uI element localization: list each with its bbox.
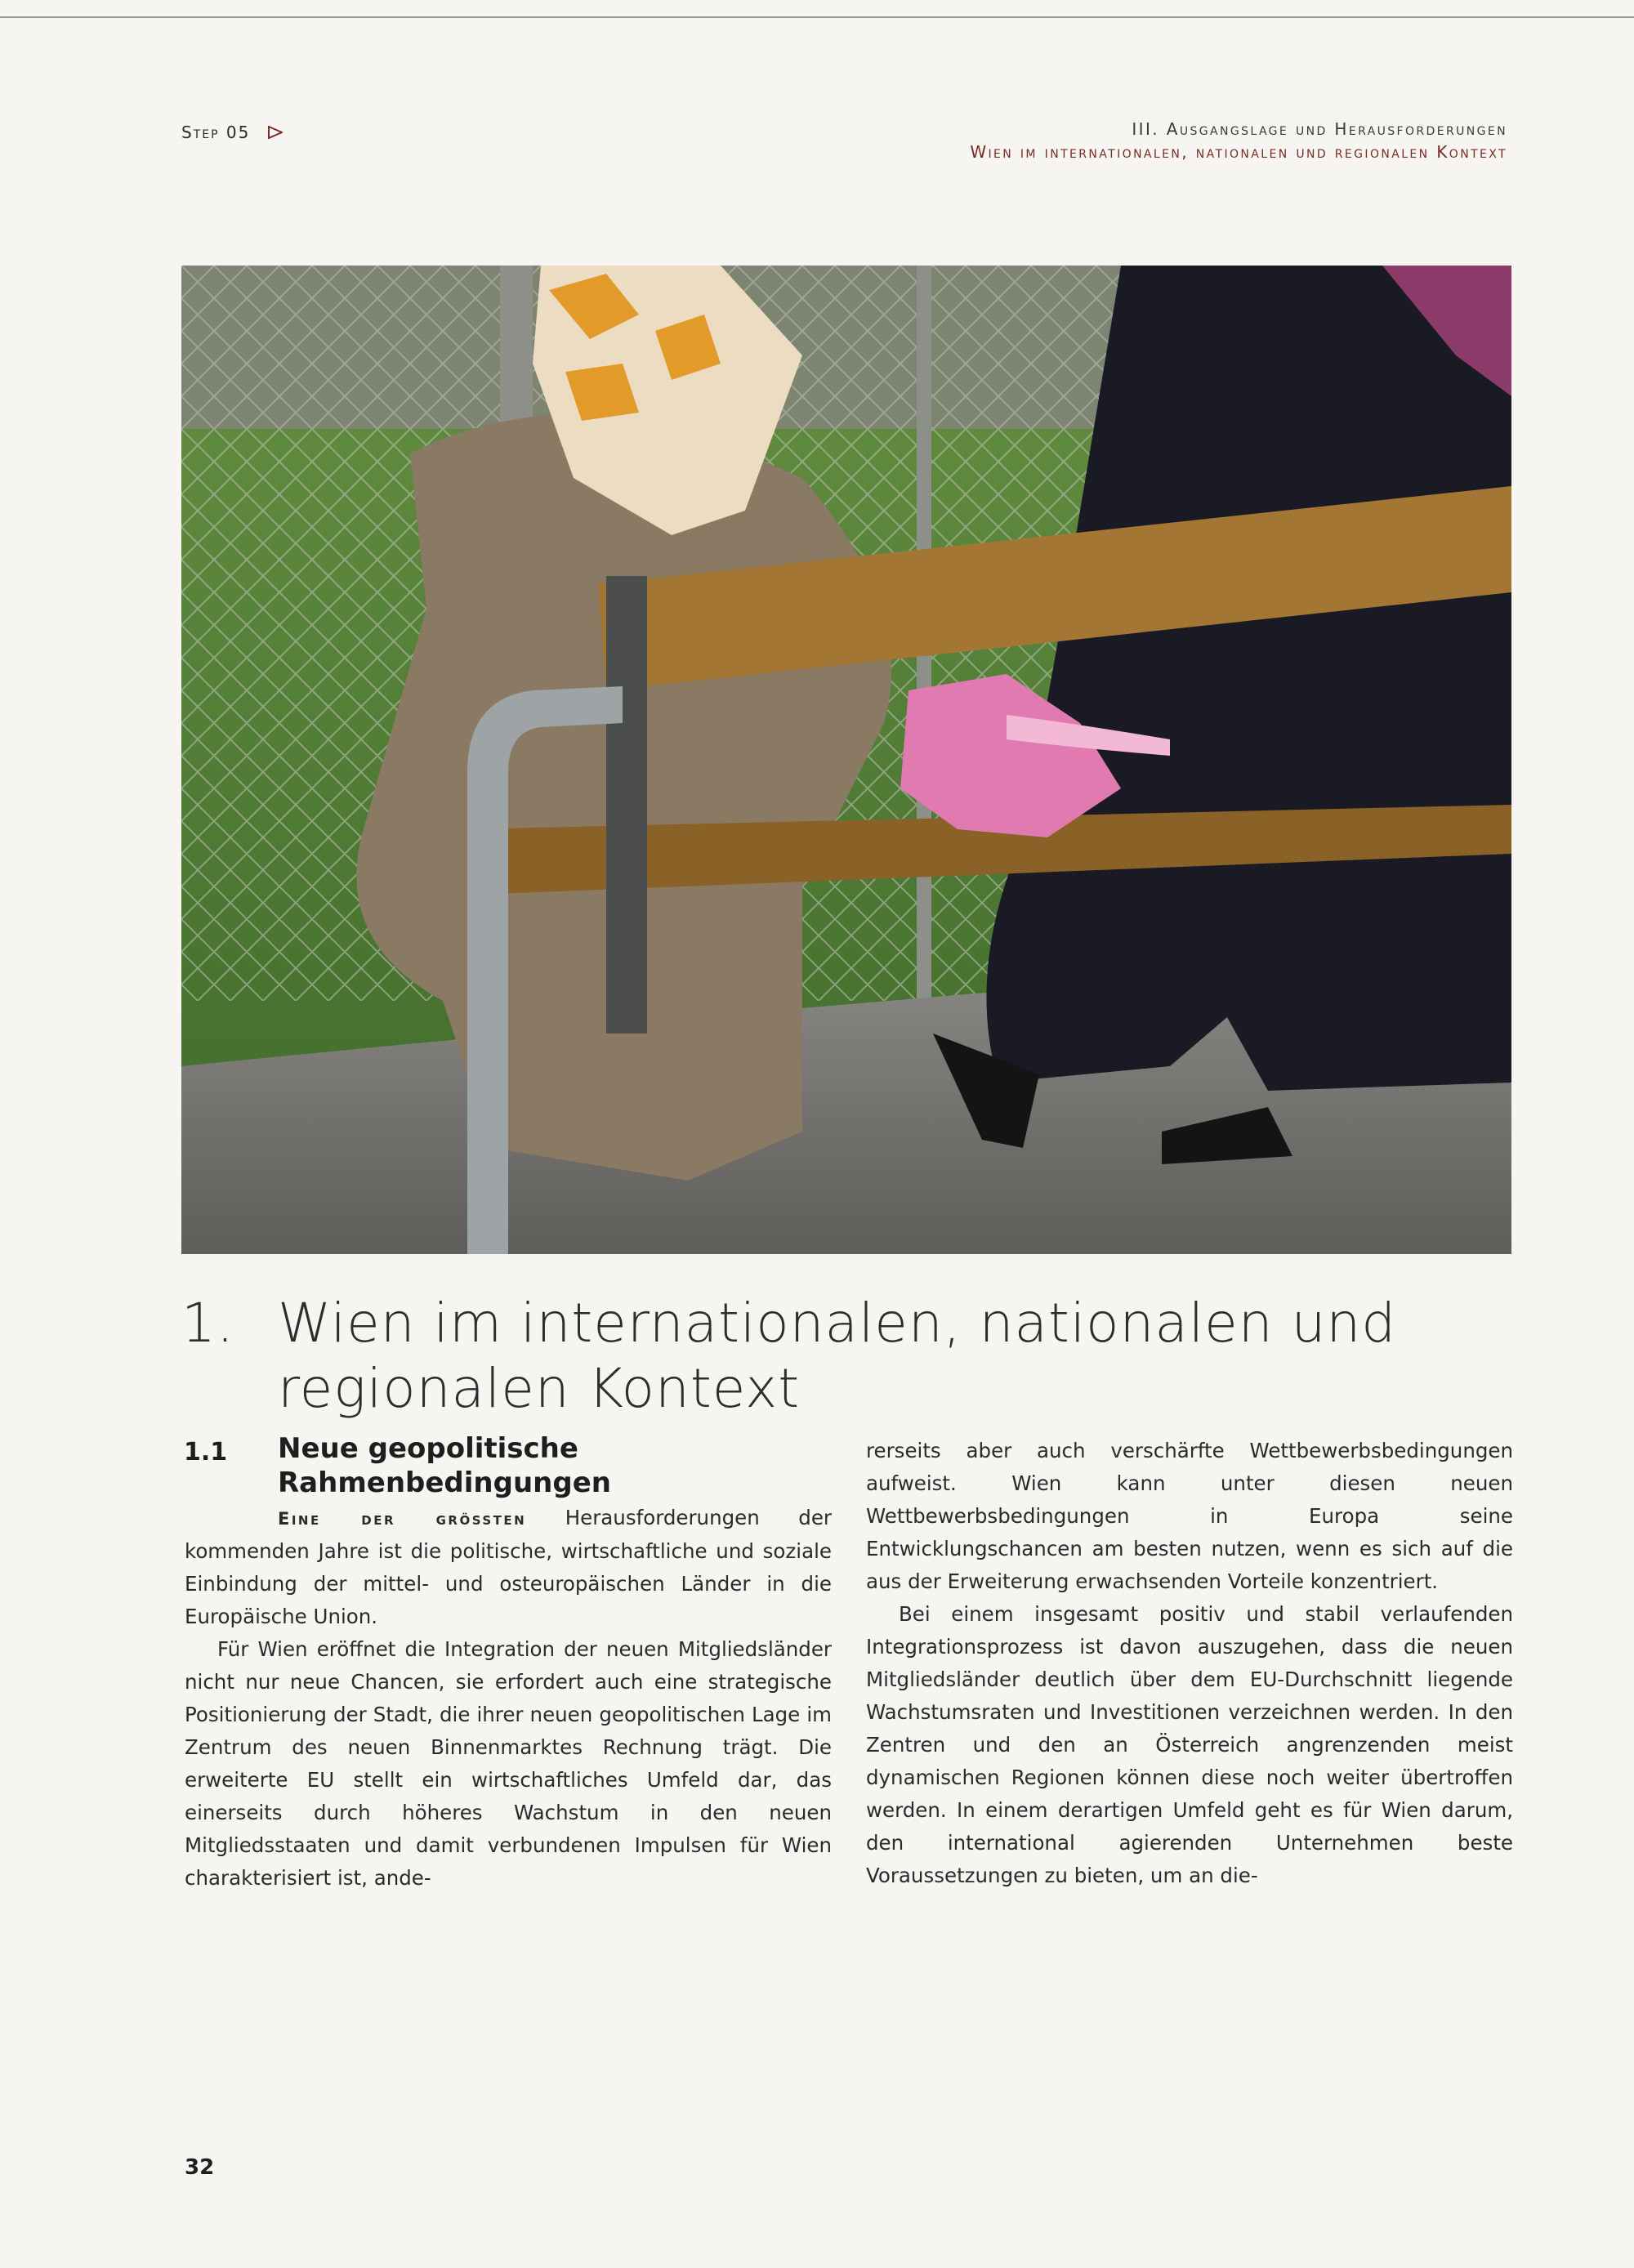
body-paragraph: rerseits aber auch verschärfte Wettbewerbsbedingungen aufweist. Wien kann unter diesen neuen Wettbewerbsbedingungen in Europa seine Entwicklungschancen am besten nutzen, wenn es sich auf die aus der Erweiterung erwachsenden Vorteile konzentriert. xyxy=(866,1439,1513,1593)
body-paragraph: Für Wien eröffnet die Integration der neuen Mitgliedsländer nicht nur neue Chancen, sie erfordert auch eine strategische Positionierung der Stadt, die ihrer neuen geopolitischen Lage im Zentrum des neuen Binnenmarktes Rechnung trägt. Die erweiterte EU stellt ein wirtschaftliches Umfeld dar, das einerseits durch höheres Wachstum in den neuen Mitgliedsstaaten und damit verbundenen Impulsen für Wien charakterisiert ist, ande- xyxy=(185,1637,832,1890)
bench-photo-illustration xyxy=(181,266,1511,1254)
section-number: 1.1 xyxy=(184,1438,228,1467)
running-header-right xyxy=(970,118,1507,163)
paragraph-text: Herausforderungen der kommenden Jahre ist die politische, wirtschaftliche und soziale Einbindung der mittel- und osteuropäischen Länder in die Europäische Union. xyxy=(185,1506,832,1628)
chapter-path: Wien im internationalen, nationalen und regionalen Kontext xyxy=(970,142,1507,162)
section-path: III. Ausgangslage und Herausforderungen xyxy=(1132,119,1507,139)
step-label: Step 05 xyxy=(181,123,251,142)
body-column-right xyxy=(866,1435,1513,1892)
feature-photo xyxy=(181,266,1511,1254)
page-number: 32 xyxy=(185,2155,215,2180)
triangle-arrow-icon xyxy=(268,126,283,139)
body-column-left xyxy=(185,1502,832,1895)
chapter-number: 1. xyxy=(181,1292,234,1355)
section-title: Neue geopolitische Rahmenbedingungen xyxy=(278,1432,611,1499)
chapter-title: Wien im internationalen, nationalen und regionalen Kontext xyxy=(278,1292,1397,1420)
lead-in-small-caps: Eine der grössten xyxy=(278,1509,527,1529)
body-paragraph: Bei einem insgesamt positiv und stabil verlaufenden Integrationsprozess ist davon auszugehen, dass die neuen Mitgliedsländer deutlich über dem EU-Durchschnitt liegende Wachstumsraten und Investitionen verzeichnen werden. In den Zentren und den an Österreich angrenzenden meist dynamischen Regionen können diese noch weiter übertroffen werden. In einem derartigen Umfeld geht es für Wien darum, den international agierenden Unternehmen beste Voraussetzungen zu bieten, um an die- xyxy=(866,1602,1513,1887)
top-edge-rule xyxy=(0,16,1634,18)
running-header-left xyxy=(181,123,283,142)
body-paragraph xyxy=(185,1502,832,1633)
